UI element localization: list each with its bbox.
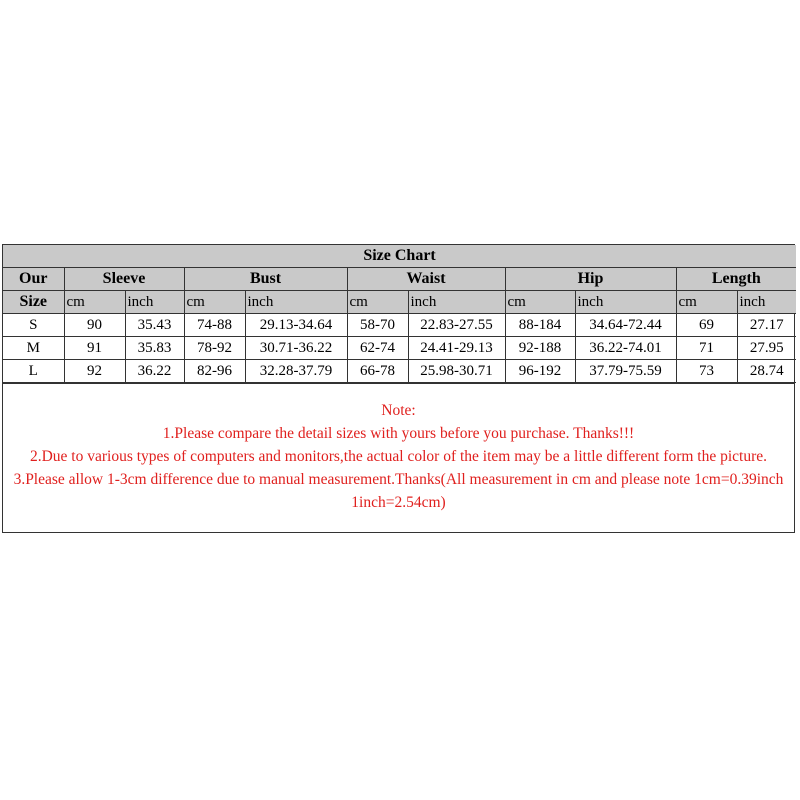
value-cell: 35.43 [125,314,184,337]
value-cell: 37.79-75.59 [575,360,676,383]
value-cell: 91 [64,337,125,360]
unit-header-row [3,291,796,314]
group-header-row [3,268,796,291]
unit-inch: inch [575,291,676,314]
value-cell: 62-74 [347,337,408,360]
value-cell: 27.17 [737,314,796,337]
unit-inch: inch [408,291,505,314]
value-cell: 58-70 [347,314,408,337]
value-cell: 73 [676,360,737,383]
size-cell: M [3,337,64,360]
unit-inch: inch [737,291,796,314]
value-cell: 34.64-72.44 [575,314,676,337]
chart-title: Size Chart [3,245,796,268]
value-cell: 30.71-36.22 [245,337,347,360]
value-cell: 92 [64,360,125,383]
unit-inch: inch [245,291,347,314]
value-cell: 74-88 [184,314,245,337]
group-length: Length [676,268,796,291]
value-cell: 24.41-29.13 [408,337,505,360]
size-table [3,245,796,383]
value-cell: 78-92 [184,337,245,360]
group-sleeve: Sleeve [64,268,184,291]
unit-cm: cm [676,291,737,314]
size-cell: S [3,314,64,337]
value-cell: 36.22-74.01 [575,337,676,360]
unit-cm: cm [64,291,125,314]
group-bust: Bust [184,268,347,291]
table-row [3,337,796,360]
value-cell: 25.98-30.71 [408,360,505,383]
unit-inch: inch [125,291,184,314]
value-cell: 22.83-27.55 [408,314,505,337]
our-size-label-bottom: Size [3,291,64,314]
value-cell: 29.13-34.64 [245,314,347,337]
note-line-1: 1.Please compare the detail sizes with yours before you purchase. Thanks!!! [162,425,635,442]
value-cell: 35.83 [125,337,184,360]
value-cell: 96-192 [505,360,575,383]
group-waist: Waist [347,268,505,291]
unit-cm: cm [505,291,575,314]
size-chart [2,244,795,533]
value-cell: 82-96 [184,360,245,383]
title-row [3,245,796,268]
value-cell: 90 [64,314,125,337]
value-cell: 66-78 [347,360,408,383]
value-cell: 28.74 [737,360,796,383]
note-line-2: 2.Due to various types of computers and monitors,the actual color of the item may be a little different form the picture. [29,448,768,465]
value-cell: 32.28-37.79 [245,360,347,383]
value-cell: 27.95 [737,337,796,360]
table-row [3,360,796,383]
notes-section [3,383,794,532]
note-line-3: 3.Please allow 1-3cm difference due to manual measurement.Thanks(All measurement in cm and please note 1cm=0.39inch 1inch=2.54cm) [13,471,784,511]
table-row [3,314,796,337]
value-cell: 69 [676,314,737,337]
unit-cm: cm [184,291,245,314]
group-hip: Hip [505,268,676,291]
note-heading: Note: [381,402,416,419]
value-cell: 36.22 [125,360,184,383]
value-cell: 71 [676,337,737,360]
our-size-label-top: Our [3,268,64,291]
size-cell: L [3,360,64,383]
unit-cm: cm [347,291,408,314]
value-cell: 92-188 [505,337,575,360]
value-cell: 88-184 [505,314,575,337]
